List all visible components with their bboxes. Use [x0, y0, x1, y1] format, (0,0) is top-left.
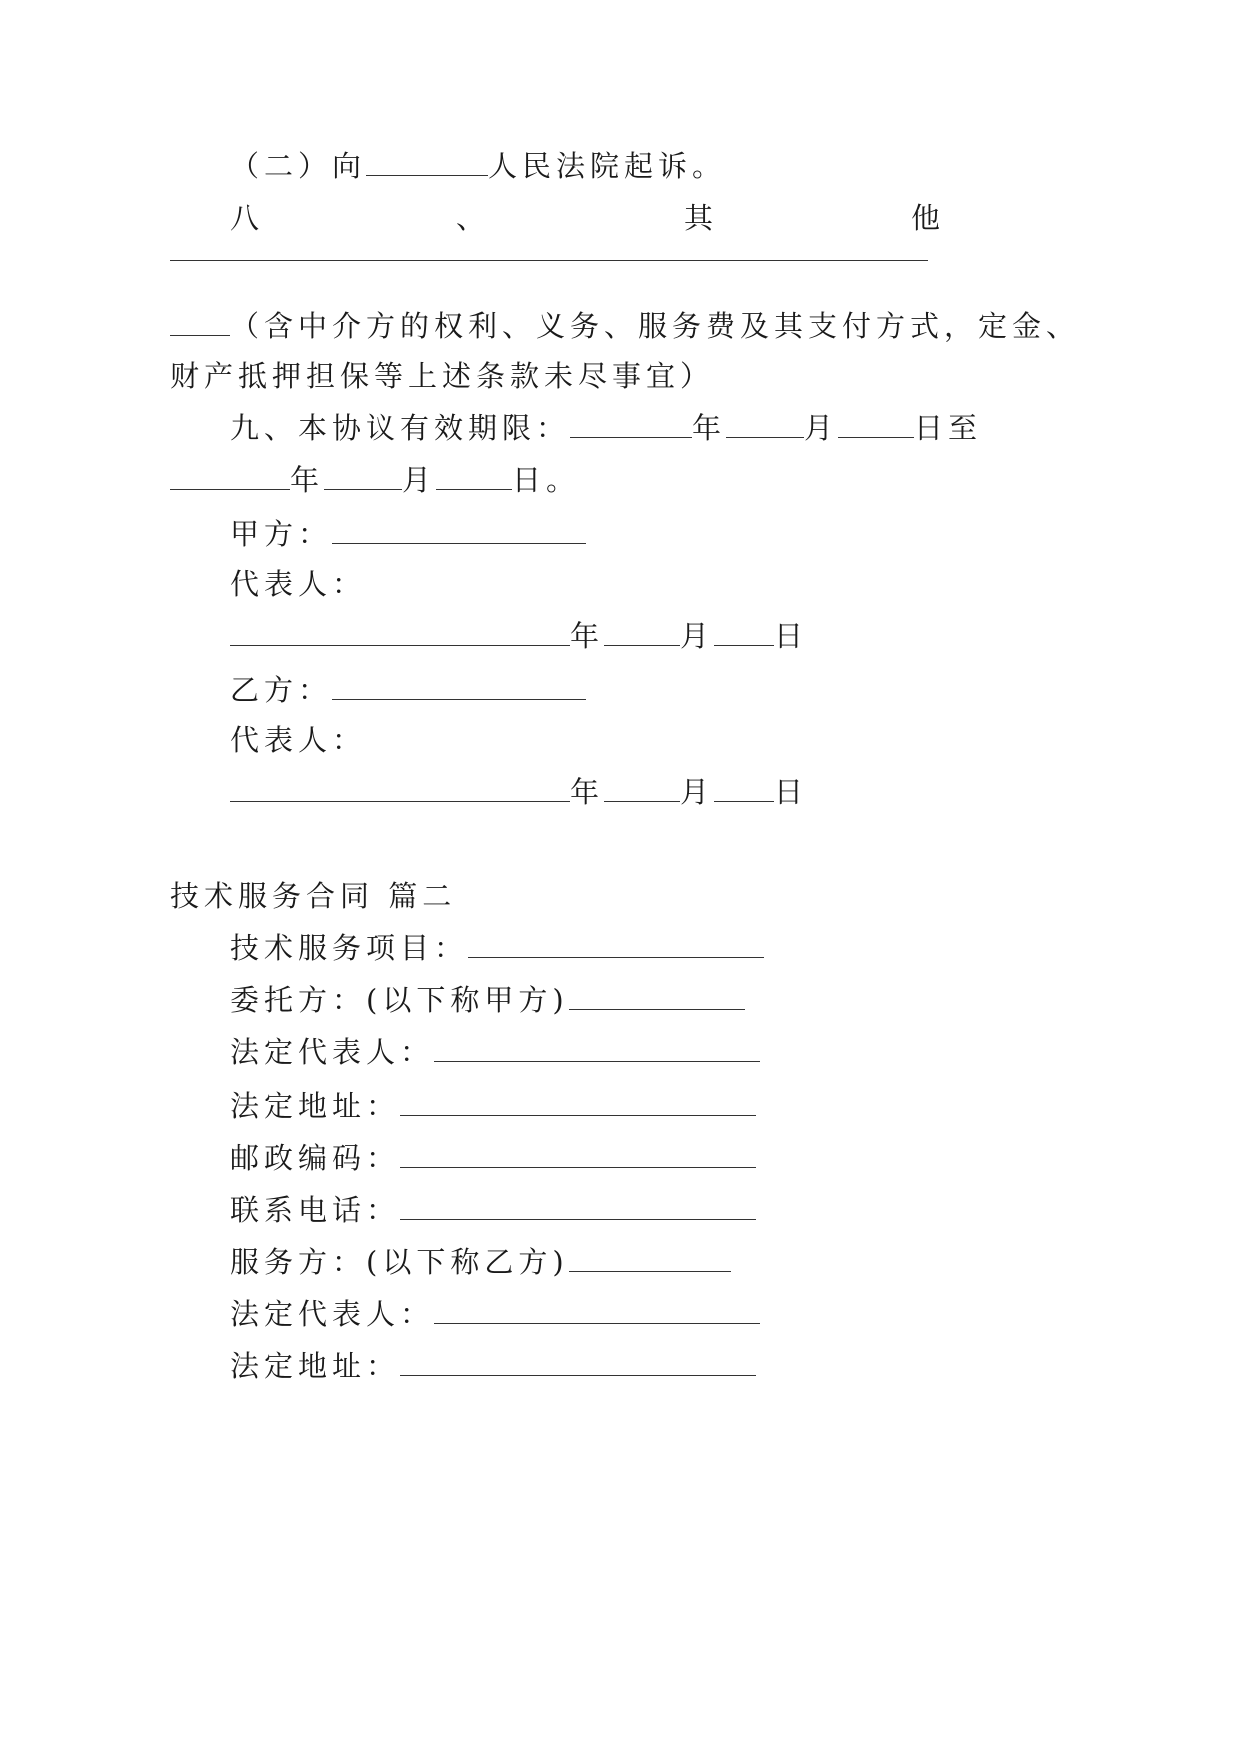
legal-rep-label: 法定代表人：	[230, 1035, 435, 1069]
court-blank	[366, 149, 488, 176]
validity-year: 年	[692, 411, 727, 445]
validity-end-year: 年	[290, 463, 325, 497]
party-a-blank	[332, 517, 586, 544]
party-b-year: 年	[570, 775, 605, 809]
provider-line	[230, 1242, 731, 1282]
other-blank-rule	[170, 260, 928, 261]
provider-label: 服务方：(以下称乙方)	[230, 1245, 569, 1279]
party-b-day-blank	[714, 775, 774, 802]
party-a-date-line	[230, 616, 808, 656]
court-line	[230, 146, 726, 186]
validity-line-2	[170, 460, 580, 500]
party-a-date-blank	[230, 619, 570, 646]
party-b-rep: 代表人：	[230, 723, 367, 757]
project-blank	[468, 931, 764, 958]
postcode-label: 邮政编码：	[230, 1141, 401, 1175]
validity-month: 月	[804, 411, 839, 445]
party-a-month-blank	[604, 619, 680, 646]
court-suffix: 人民法院起诉。	[488, 149, 727, 183]
client-label: 委托方：(以下称甲方)	[230, 983, 569, 1017]
party-a-label: 甲方：	[230, 517, 333, 551]
party-b-month: 月	[680, 775, 715, 809]
validity-year-blank	[570, 411, 692, 438]
validity-end-day-blank	[436, 463, 512, 490]
party-b-date-line	[230, 772, 808, 812]
validity-end-year-blank	[170, 463, 290, 490]
legal-addr-2-blank	[400, 1349, 756, 1376]
validity-end-month-blank	[324, 463, 402, 490]
legal-addr-label: 法定地址：	[230, 1089, 401, 1123]
other-note-line-2: 财产抵押担保等上述条款未尽事宜）	[170, 359, 715, 393]
validity-prefix: 九、本协议有效期限：	[230, 411, 571, 445]
phone-blank	[400, 1193, 756, 1220]
validity-month-blank	[726, 411, 804, 438]
validity-day-blank	[838, 411, 914, 438]
validity-end-day: 日。	[512, 463, 581, 497]
party-b-line	[230, 670, 586, 710]
party-b-month-blank	[604, 775, 680, 802]
party-b-date-blank	[230, 775, 570, 802]
provider-blank	[569, 1245, 731, 1272]
legal-addr-line	[230, 1086, 756, 1126]
party-a-month: 月	[680, 619, 715, 653]
other-char-3: 其	[684, 201, 714, 235]
project-line	[230, 928, 764, 968]
party-a-day: 日	[774, 619, 809, 653]
other-char-1: 八	[230, 201, 260, 235]
other-char-2: 、	[456, 201, 486, 235]
phone-line	[230, 1190, 756, 1230]
client-line	[230, 980, 745, 1020]
legal-rep-2-line	[230, 1294, 760, 1334]
legal-rep-2-label: 法定代表人：	[230, 1297, 435, 1331]
other-note-blank	[170, 309, 230, 336]
party-a-rep: 代表人：	[230, 567, 367, 601]
postcode-line	[230, 1138, 756, 1178]
legal-addr-2-label: 法定地址：	[230, 1349, 401, 1383]
legal-rep-blank	[434, 1035, 760, 1062]
party-b-blank	[332, 673, 586, 700]
legal-rep-2-blank	[434, 1297, 760, 1324]
party-b-day: 日	[774, 775, 809, 809]
other-note-text: （含中介方的权利、义务、服务费及其支付方式，定金、	[230, 309, 1081, 343]
party-a-line	[230, 514, 586, 554]
project-label: 技术服务项目：	[230, 931, 469, 965]
legal-addr-2-line	[230, 1346, 756, 1386]
other-note-line	[170, 306, 1080, 346]
phone-label: 联系电话：	[230, 1193, 401, 1227]
legal-addr-blank	[400, 1089, 756, 1116]
validity-day-to: 日至	[914, 411, 983, 445]
party-b-label: 乙方：	[230, 673, 333, 707]
legal-rep-line	[230, 1032, 760, 1072]
party-a-year: 年	[570, 619, 605, 653]
other-char-4: 他	[911, 201, 941, 235]
client-blank	[569, 983, 745, 1010]
postcode-blank	[400, 1141, 756, 1168]
party-a-day-blank	[714, 619, 774, 646]
validity-end-month: 月	[402, 463, 437, 497]
section-two-title: 技术服务合同 篇二	[170, 879, 457, 913]
court-prefix: （二）向	[230, 149, 367, 183]
validity-line	[230, 408, 982, 448]
